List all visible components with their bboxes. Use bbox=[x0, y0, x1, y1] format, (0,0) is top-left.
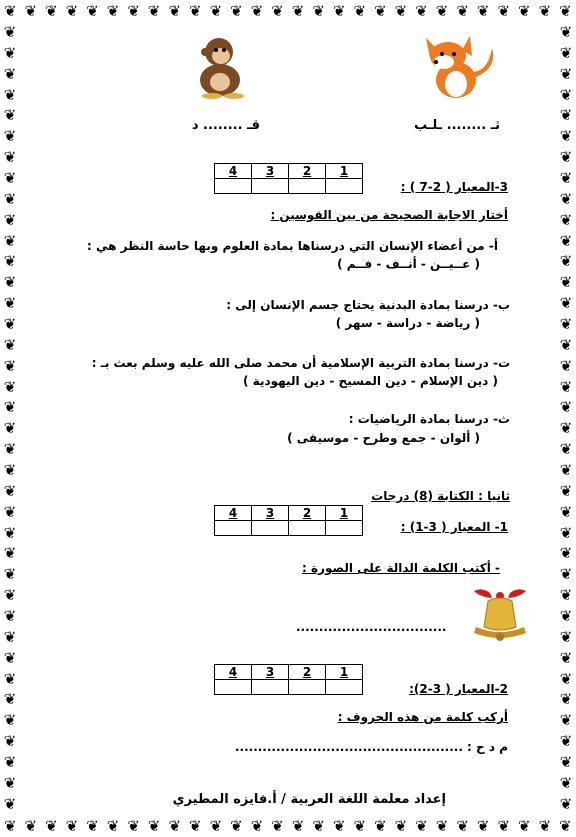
score-4: 4 bbox=[228, 164, 238, 178]
border-ornament-icon: ❦ bbox=[3, 523, 17, 542]
border-ornament-icon: ❦ bbox=[559, 502, 573, 521]
border-ornament-icon: ❦ bbox=[456, 1, 469, 20]
border-ornament-icon: ❦ bbox=[559, 732, 573, 751]
border-ornament-icon: ❦ bbox=[3, 231, 17, 250]
criterion-3-instruction: أختار الاجابة الصحيحة من بين القوسين : bbox=[270, 208, 508, 222]
border-ornament-icon: ❦ bbox=[3, 43, 17, 62]
border-ornament-icon: ❦ bbox=[3, 335, 17, 354]
border-ornament-icon: ❦ bbox=[559, 669, 573, 688]
border-ornament-icon: ❦ bbox=[3, 440, 17, 459]
criterion-2-title: 2-المعيار ( 3-2): bbox=[409, 682, 508, 696]
score-table-criterion-2 bbox=[214, 664, 363, 695]
border-ornament-icon: ❦ bbox=[559, 627, 573, 646]
border-ornament-icon: ❦ bbox=[45, 1, 58, 20]
border-ornament-icon: ❦ bbox=[332, 1, 346, 20]
border-top bbox=[0, 0, 576, 22]
score-4: 4 bbox=[228, 665, 238, 679]
border-ornament-icon: ❦ bbox=[3, 565, 17, 584]
question-c: ت- درسنا بمادة التربية الإسلامية أن محمد صلى الله عليه وسلم بعث بـ : bbox=[91, 356, 510, 370]
border-left bbox=[0, 22, 20, 815]
border-ornament-icon: ❦ bbox=[3, 773, 17, 792]
border-ornament-icon: ❦ bbox=[3, 816, 17, 835]
border-ornament-icon: ❦ bbox=[86, 816, 99, 835]
border-ornament-icon: ❦ bbox=[3, 106, 17, 125]
border-ornament-icon: ❦ bbox=[559, 481, 573, 500]
border-ornament-icon: ❦ bbox=[497, 816, 511, 835]
border-ornament-icon: ❦ bbox=[559, 690, 573, 709]
border-ornament-icon: ❦ bbox=[559, 753, 573, 771]
border-ornament-icon: ❦ bbox=[3, 356, 17, 375]
border-ornament-icon: ❦ bbox=[127, 816, 140, 835]
border-ornament-icon: ❦ bbox=[3, 627, 17, 646]
border-ornament-icon: ❦ bbox=[559, 210, 573, 229]
border-ornament-icon: ❦ bbox=[456, 816, 469, 835]
border-ornament-icon: ❦ bbox=[559, 64, 573, 83]
border-ornament-icon: ❦ bbox=[3, 314, 17, 333]
border-ornament-icon: ❦ bbox=[106, 816, 120, 835]
border-ornament-icon: ❦ bbox=[3, 753, 17, 771]
border-ornament-icon: ❦ bbox=[3, 294, 17, 313]
border-ornament-icon: ❦ bbox=[3, 148, 17, 167]
answer-options-a: ( عــيــن - أنــف - فــم ) bbox=[337, 257, 480, 271]
score-2: 2 bbox=[302, 164, 312, 178]
score-3: 3 bbox=[265, 506, 275, 520]
border-ornament-icon: ❦ bbox=[3, 606, 17, 625]
border-ornament-icon: ❦ bbox=[291, 1, 305, 20]
border-ornament-icon: ❦ bbox=[559, 85, 573, 104]
border-ornament-icon: ❦ bbox=[250, 816, 264, 835]
score-2: 2 bbox=[302, 665, 312, 679]
border-ornament-icon: ❦ bbox=[3, 669, 17, 688]
border-ornament-icon: ❦ bbox=[394, 816, 408, 835]
answer-options-c: ( دين الإسلام - دين المسيح - دين اليهودية ) bbox=[243, 374, 498, 388]
border-ornament-icon: ❦ bbox=[3, 502, 17, 521]
border-ornament-icon: ❦ bbox=[3, 252, 17, 271]
score-4: 4 bbox=[228, 506, 238, 520]
border-ornament-icon: ❦ bbox=[3, 648, 17, 667]
border-ornament-icon: ❦ bbox=[559, 544, 573, 563]
border-ornament-icon: ❦ bbox=[3, 481, 17, 500]
border-ornament-icon: ❦ bbox=[209, 816, 223, 835]
answer-options-b: ( رياضة - دراسة - سهر ) bbox=[335, 316, 480, 330]
border-ornament-icon: ❦ bbox=[559, 252, 573, 271]
border-ornament-icon: ❦ bbox=[24, 816, 38, 835]
footer-credit: إعداد معلمة اللغة العربية / أ.فايزه المطيري bbox=[172, 792, 446, 807]
border-ornament-icon: ❦ bbox=[559, 565, 573, 584]
border-ornament-icon: ❦ bbox=[45, 816, 58, 835]
border-ornament-icon: ❦ bbox=[559, 377, 573, 396]
border-ornament-icon: ❦ bbox=[374, 816, 387, 835]
border-ornament-icon: ❦ bbox=[3, 586, 17, 605]
border-ornament-icon: ❦ bbox=[559, 816, 572, 835]
border-ornament-icon: ❦ bbox=[435, 1, 449, 20]
border-ornament-icon: ❦ bbox=[3, 168, 17, 187]
border-ornament-icon: ❦ bbox=[559, 43, 573, 62]
border-ornament-icon: ❦ bbox=[168, 816, 182, 835]
border-ornament-icon: ❦ bbox=[476, 1, 490, 20]
border-ornament-icon: ❦ bbox=[3, 419, 17, 438]
letter-blank-left: قـ ........ د bbox=[191, 118, 260, 133]
border-ornament-icon: ❦ bbox=[3, 794, 17, 813]
border-ornament-icon: ❦ bbox=[559, 606, 573, 625]
border-ornament-icon: ❦ bbox=[189, 1, 202, 20]
border-ornament-icon: ❦ bbox=[559, 711, 573, 730]
border-ornament-icon: ❦ bbox=[518, 816, 531, 835]
border-ornament-icon: ❦ bbox=[147, 816, 161, 835]
question-d: ث- درسنا بمادة الرياضيات : bbox=[348, 412, 510, 426]
border-ornament-icon: ❦ bbox=[476, 816, 490, 835]
score-1: 1 bbox=[339, 665, 349, 679]
question-a: أ- من أعضاء الإنسان التي درسناها بمادة العلوم وبها حاسة النظر هي : bbox=[87, 239, 498, 253]
border-ornament-icon: ❦ bbox=[189, 816, 202, 835]
border-ornament-icon: ❦ bbox=[3, 85, 17, 104]
border-ornament-icon: ❦ bbox=[559, 273, 573, 292]
fox-image bbox=[412, 28, 500, 104]
border-ornament-icon: ❦ bbox=[538, 1, 552, 20]
border-ornament-icon: ❦ bbox=[415, 1, 428, 20]
border-ornament-icon: ❦ bbox=[3, 64, 17, 83]
border-ornament-icon: ❦ bbox=[3, 127, 17, 146]
letters-to-compose[interactable]: م د ح : .................................................. bbox=[234, 740, 508, 754]
border-ornament-icon: ❦ bbox=[435, 816, 449, 835]
monkey-image bbox=[172, 30, 267, 102]
border-ornament-icon: ❦ bbox=[3, 732, 17, 751]
fox-icon bbox=[412, 28, 500, 104]
border-ornament-icon: ❦ bbox=[559, 231, 573, 250]
border-ornament-icon: ❦ bbox=[3, 398, 17, 417]
border-ornament-icon: ❦ bbox=[3, 711, 17, 730]
border-ornament-icon: ❦ bbox=[497, 1, 511, 20]
border-ornament-icon: ❦ bbox=[291, 816, 305, 835]
border-ornament-icon: ❦ bbox=[230, 816, 243, 835]
border-ornament-icon: ❦ bbox=[65, 816, 79, 835]
border-ornament-icon: ❦ bbox=[271, 1, 284, 20]
border-ornament-icon: ❦ bbox=[559, 314, 573, 333]
border-ornament-icon: ❦ bbox=[415, 816, 428, 835]
border-ornament-icon: ❦ bbox=[3, 22, 17, 41]
border-ornament-icon: ❦ bbox=[374, 1, 387, 20]
border-ornament-icon: ❦ bbox=[353, 816, 367, 835]
border-right bbox=[556, 22, 576, 815]
border-ornament-icon: ❦ bbox=[3, 1, 17, 20]
writing-instruction: - أكتب الكلمة الدالة على الصورة : bbox=[302, 561, 500, 575]
border-ornament-icon: ❦ bbox=[209, 1, 223, 20]
bell-icon bbox=[460, 585, 540, 643]
score-2: 2 bbox=[302, 506, 312, 520]
border-ornament-icon: ❦ bbox=[24, 1, 38, 20]
border-ornament-icon: ❦ bbox=[3, 544, 17, 563]
border-ornament-icon: ❦ bbox=[3, 377, 17, 396]
border-ornament-icon: ❦ bbox=[3, 189, 17, 208]
border-ornament-icon: ❦ bbox=[127, 1, 140, 20]
border-ornament-icon: ❦ bbox=[559, 189, 573, 208]
border-ornament-icon: ❦ bbox=[559, 335, 573, 354]
border-ornament-icon: ❦ bbox=[106, 1, 120, 20]
writing-criterion-title: 1- المعيار ( 3-1) : bbox=[400, 520, 508, 534]
score-1: 1 bbox=[339, 164, 349, 178]
border-ornament-icon: ❦ bbox=[147, 1, 161, 20]
border-ornament-icon: ❦ bbox=[394, 1, 408, 20]
border-ornament-icon: ❦ bbox=[559, 398, 573, 417]
border-ornament-icon: ❦ bbox=[559, 22, 573, 41]
border-ornament-icon: ❦ bbox=[250, 1, 264, 20]
border-ornament-icon: ❦ bbox=[538, 816, 552, 835]
border-ornament-icon: ❦ bbox=[559, 523, 573, 542]
border-ornament-icon: ❦ bbox=[3, 273, 17, 292]
border-ornament-icon: ❦ bbox=[86, 1, 99, 20]
border-ornament-icon: ❦ bbox=[332, 816, 346, 835]
border-ornament-icon: ❦ bbox=[271, 816, 284, 835]
border-ornament-icon: ❦ bbox=[3, 460, 17, 479]
border-ornament-icon: ❦ bbox=[559, 794, 573, 813]
border-ornament-icon: ❦ bbox=[353, 1, 367, 20]
border-ornament-icon: ❦ bbox=[559, 106, 573, 125]
border-ornament-icon: ❦ bbox=[518, 1, 531, 20]
score-3: 3 bbox=[265, 665, 275, 679]
border-ornament-icon: ❦ bbox=[559, 648, 573, 667]
answer-options-d: ( ألوان - جمع وطرح - موسيقى ) bbox=[287, 431, 480, 445]
letter-blank-right: ثـ ........ ـلـب bbox=[414, 118, 500, 133]
border-ornament-icon: ❦ bbox=[559, 127, 573, 146]
border-ornament-icon: ❦ bbox=[559, 460, 573, 479]
monkey-icon bbox=[172, 30, 267, 102]
criterion-3-title: 3-المعيار ( 2-7 ) : bbox=[400, 180, 508, 194]
writing-answer-line[interactable]: ................................. bbox=[296, 620, 447, 634]
border-ornament-icon: ❦ bbox=[559, 586, 573, 605]
criterion-2-instruction: أركب كلمة من هذه الحروف : bbox=[337, 710, 508, 724]
border-ornament-icon: ❦ bbox=[559, 148, 573, 167]
border-ornament-icon: ❦ bbox=[65, 1, 79, 20]
border-ornament-icon: ❦ bbox=[312, 816, 325, 835]
border-ornament-icon: ❦ bbox=[559, 168, 573, 187]
border-ornament-icon: ❦ bbox=[559, 773, 573, 792]
score-1: 1 bbox=[339, 506, 349, 520]
border-ornament-icon: ❦ bbox=[3, 690, 17, 709]
border-bottom bbox=[0, 815, 576, 837]
border-ornament-icon: ❦ bbox=[559, 440, 573, 459]
border-ornament-icon: ❦ bbox=[559, 356, 573, 375]
writing-section-title: ثانيا : الكتابة (8) درجات bbox=[371, 489, 510, 503]
border-ornament-icon: ❦ bbox=[3, 210, 17, 229]
border-ornament-icon: ❦ bbox=[312, 1, 325, 20]
score-3: 3 bbox=[265, 164, 275, 178]
bell-image bbox=[460, 585, 540, 643]
border-ornament-icon: ❦ bbox=[559, 1, 572, 20]
border-ornament-icon: ❦ bbox=[230, 1, 243, 20]
score-table-criterion-3 bbox=[214, 163, 363, 194]
question-b: ب- درسنا بمادة البدنية يحتاج جسم الإنسان إلى : bbox=[226, 298, 510, 312]
border-ornament-icon: ❦ bbox=[559, 419, 573, 438]
border-ornament-icon: ❦ bbox=[168, 1, 182, 20]
border-ornament-icon: ❦ bbox=[559, 294, 573, 313]
score-table-writing bbox=[214, 505, 363, 536]
